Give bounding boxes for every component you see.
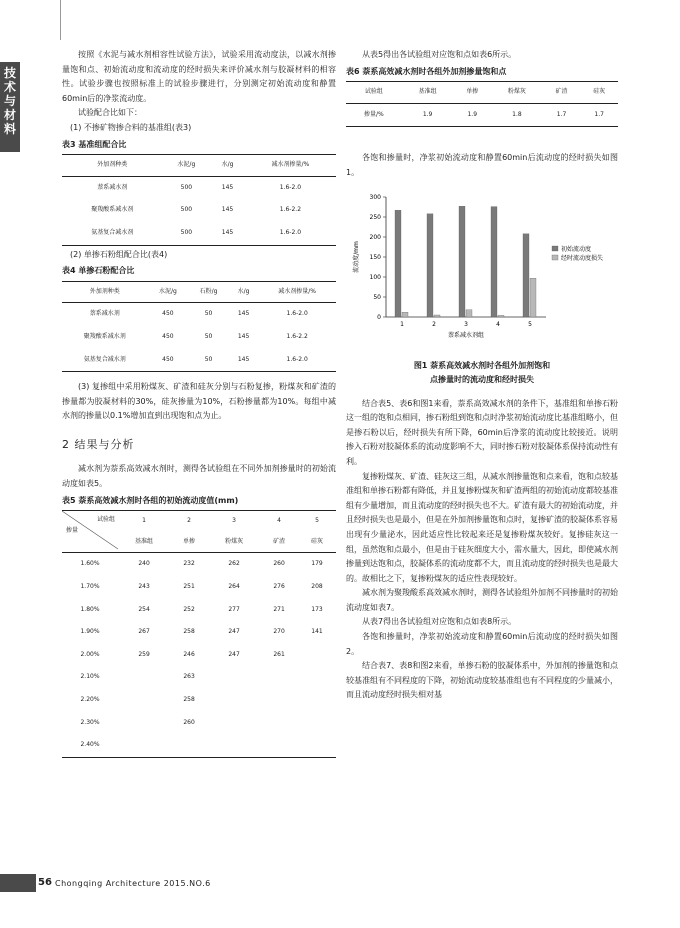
bar	[434, 315, 440, 317]
left-column	[62, 48, 336, 758]
figure-caption	[346, 359, 618, 387]
table-cell	[260, 666, 298, 689]
header-dose-label: 掺量	[66, 526, 79, 534]
legend-swatch	[552, 255, 558, 260]
table-header-cell: 试验组	[346, 82, 402, 104]
table-cell: 145	[237, 332, 250, 340]
table-cell: 450	[162, 310, 174, 318]
list-item: (1) 不掺矿物掺合料的基准组(表3)	[70, 122, 192, 132]
table-cell: 173	[311, 605, 323, 613]
table-header-cell: 粉煤灰	[491, 82, 543, 104]
table-cell: 145	[237, 310, 250, 318]
bar	[402, 312, 408, 317]
table-row	[62, 553, 336, 576]
table-caption: 表3 基准组配合比	[62, 139, 127, 149]
paragraph: 减水剂为萘系高效减水剂时，测得各试验组在不同外加剂掺量时的初始流动度如表5。	[62, 464, 336, 489]
y-tick-label: 100	[369, 273, 381, 281]
table-cell: 2.20%	[80, 696, 100, 703]
table-row	[62, 576, 336, 599]
table-header-cell: 矿渣	[543, 82, 581, 104]
x-tick-label: 3	[464, 320, 468, 328]
table-cell: 263	[183, 673, 195, 681]
figure-caption-line: 点掺量时的流动度和经时损失	[430, 374, 534, 384]
table-cell: 258	[183, 696, 195, 703]
table-cell: 145	[221, 228, 234, 236]
table-cell: 258	[183, 628, 195, 636]
table-cell: 251	[183, 583, 195, 591]
y-tick-label: 300	[369, 193, 381, 201]
list-item: (2) 单掺石粉组配合比(表4)	[70, 249, 168, 259]
table-cell: 450	[162, 355, 174, 363]
table-cell: 264	[228, 583, 240, 591]
table-cell: 271	[273, 605, 285, 613]
table-cell: 1.7	[594, 110, 604, 118]
table-cell	[260, 712, 298, 735]
table-cell: 50	[204, 332, 213, 340]
table-row	[62, 734, 336, 757]
bar	[459, 206, 465, 317]
col-name: 粉煤灰	[208, 532, 260, 553]
col-num: 2	[187, 517, 191, 525]
table-cell: 50	[204, 310, 213, 318]
table-header-cell: 减水剂掺量/%	[245, 155, 336, 177]
table-cell: 掺量/%	[364, 110, 384, 118]
table-cell: 50	[204, 355, 213, 363]
table-cell: 聚羧酸系减水剂	[91, 206, 134, 214]
col-num: 3	[232, 517, 236, 525]
bar	[466, 309, 472, 316]
table-cell: 1.6-2.2	[286, 332, 308, 340]
figure-caption-line: 图1 萘系高效减水剂时各组外加剂饱和	[413, 360, 551, 370]
section-title: 2 结果与分析	[62, 437, 135, 451]
table-cell	[260, 734, 298, 757]
table-header-cell: 水/g	[210, 155, 245, 177]
table-cell	[118, 689, 170, 712]
table-cell: 500	[180, 228, 193, 236]
bar-chart	[346, 187, 618, 357]
table-cell: 262	[228, 560, 240, 568]
table-header-cell: 水泥/g	[148, 281, 189, 303]
table-cell: 2.00%	[80, 650, 100, 658]
bar	[491, 206, 497, 316]
table-header-cell: 减水剂掺量/%	[258, 281, 336, 303]
table-caption: 表6 萘系高效减水剂时各组外加剂掺量饱和点	[346, 66, 507, 76]
y-tick-label: 250	[369, 213, 381, 221]
col-name: 硅灰	[298, 532, 336, 553]
table-cell: 254	[138, 605, 150, 613]
table-cell: 1.80%	[80, 605, 100, 613]
table-cell: 萘系减水剂	[89, 310, 120, 318]
table-cell: 247	[228, 628, 240, 636]
table-cell: 260	[183, 718, 195, 726]
legend-label: 初始流动度	[561, 245, 592, 253]
table-cell: 500	[180, 183, 193, 191]
table-diagonal-header	[62, 511, 118, 553]
table-cell	[260, 689, 298, 712]
table-cell	[208, 734, 260, 757]
table-cell	[208, 666, 260, 689]
table-header-cell: 水/g	[229, 281, 258, 303]
table-3	[62, 154, 336, 245]
table-cell: 141	[311, 628, 323, 636]
paragraph: 结合表7、表8和图2来看，单掺石粉的胶凝体系中，外加剂的掺量饱和点较基准组有不同程度的下降，初始流动度较基准组也有不同程度的少量减小，而且流动度经时损失相对基	[346, 661, 618, 700]
table-cell: 208	[311, 583, 323, 591]
table-cell: 260	[273, 560, 285, 568]
table-cell	[298, 734, 336, 757]
table-row	[62, 712, 336, 735]
y-tick-label: 0	[377, 313, 381, 321]
table-row	[62, 621, 336, 644]
paragraph: 按照《水泥与减水剂相容性试验方法》，试验采用流动度法，以减水剂掺量饱和点、初始流动度和流动度的经时损失来评价减水剂与胶凝材料的相容性。试验步骤也按照标准上的试验步骤进行，分别测定初始流动度和静置60min后的净浆流动度。	[62, 50, 336, 103]
table-row	[62, 303, 336, 326]
table-row	[62, 666, 336, 689]
table-cell: 247	[228, 650, 240, 658]
col-num: 4	[277, 517, 281, 525]
paragraph: 从表5得出各试验组对应饱和点如表6所示。	[362, 50, 517, 59]
table-row	[62, 349, 336, 372]
col-name: 矿渣	[260, 532, 298, 553]
table-6	[346, 81, 618, 127]
y-tick-label: 150	[369, 253, 381, 261]
table-cell: 1.6-2.0	[279, 228, 302, 236]
bar	[395, 210, 401, 317]
col-num: 5	[315, 517, 319, 525]
table-header-cell: 外加剂种类	[62, 281, 148, 303]
y-axis-label: 流动度/mm	[353, 240, 360, 273]
y-tick-label: 200	[369, 233, 381, 241]
legend-label: 经时流动度损失	[561, 254, 604, 262]
table-row	[62, 326, 336, 349]
table-5	[62, 510, 336, 758]
table-cell: 277	[228, 605, 240, 613]
table-cell: 1.6-2.0	[279, 183, 302, 191]
table-cell	[118, 666, 170, 689]
table-cell	[298, 666, 336, 689]
table-cell: 145	[221, 206, 234, 214]
bar	[530, 278, 536, 317]
legend-swatch	[552, 246, 558, 251]
table-cell: 276	[273, 583, 285, 591]
table-cell: 450	[162, 332, 174, 340]
table-cell: 氨基复合减水剂	[83, 355, 126, 363]
table-cell: 243	[138, 583, 150, 591]
table-header-cell: 硅灰	[580, 82, 618, 104]
table-header-cell: 外加剂种类	[62, 155, 163, 177]
table-cell: 1.9	[467, 110, 478, 118]
col-name: 基准组	[118, 532, 170, 553]
figure-1	[346, 187, 618, 357]
table-cell: 267	[138, 628, 150, 636]
table-cell: 1.7	[556, 110, 567, 118]
table-cell	[298, 689, 336, 712]
bar	[427, 213, 433, 316]
y-tick-label: 50	[373, 293, 381, 301]
bar	[498, 315, 504, 317]
paragraph: 从表7得出各试验组对应饱和点如表8所示。	[362, 617, 517, 627]
table-cell: 1.8	[512, 110, 522, 118]
table-cell: 1.60%	[80, 560, 100, 568]
x-tick-label: 2	[432, 320, 436, 328]
footer-box	[0, 874, 36, 892]
table-cell: 261	[273, 650, 285, 658]
table-row	[62, 644, 336, 667]
table-cell	[208, 712, 260, 735]
footer	[0, 874, 280, 892]
table-row	[62, 176, 336, 199]
table-header-cell: 单掺	[453, 82, 491, 104]
table-cell: 252	[183, 605, 195, 613]
table-cell: 1.9	[422, 110, 433, 118]
table-cell: 萘系减水剂	[97, 183, 128, 191]
x-tick-label: 5	[528, 320, 532, 328]
paragraph: 结合表5、表6和图1来看，萘系高效减水剂的条件下，基准组和单掺石粉这一组的饱和点相同，掺石粉组到饱和点时净浆初始流动度比基准组略小，但是掺石粉以后，经时损失有所下降，60min后净浆的流动度比较接近。说明掺入石粉对胶凝体系的流动度影响不大，同时掺石粉对胶凝体系保持流动性有利。	[346, 398, 618, 466]
paragraph: 减水剂为聚羧酸系高效减水剂时，测得各试验组外加剂不同掺量时的初始流动度如表7。	[346, 588, 618, 612]
top-rule	[60, 0, 61, 40]
table-cell: 聚羧酸系减水剂	[83, 332, 126, 340]
table-cell: 145	[221, 183, 234, 191]
table-cell	[298, 644, 336, 667]
bar	[523, 233, 529, 316]
x-axis-label: 萘系减水剂组	[447, 331, 485, 339]
table-cell: 246	[183, 650, 195, 658]
header-group-label: 试验组	[96, 516, 115, 524]
table-caption: 表5 萘系高效减水剂时各组的初始流动度值(mm)	[62, 495, 239, 505]
table-cell	[118, 734, 170, 757]
x-tick-label: 1	[400, 320, 404, 328]
table-row	[62, 689, 336, 712]
table-cell	[208, 689, 260, 712]
table-cell: 氨基复合减水剂	[91, 228, 134, 236]
table-row	[62, 222, 336, 245]
table-cell	[170, 734, 208, 757]
table-row	[62, 199, 336, 222]
x-tick-label: 4	[496, 320, 500, 328]
table-cell: 1.6-2.2	[279, 206, 302, 214]
table-header-cell: 石粉/g	[188, 281, 229, 303]
table-cell: 232	[183, 560, 195, 568]
table-cell: 259	[138, 650, 150, 658]
table-cell: 1.90%	[80, 628, 100, 636]
table-cell: 2.10%	[80, 673, 100, 681]
table-cell: 179	[311, 560, 323, 568]
table-cell: 1.70%	[80, 583, 100, 591]
right-column	[346, 48, 618, 703]
table-header-cell: 基准组	[402, 82, 454, 104]
paragraph: (3) 复掺组中采用粉煤灰、矿渣和硅灰分别与石粉复掺，粉煤灰和矿渣的掺量都为胶凝材料的30%，硅灰掺量为10%，石粉掺量都为10%。每组中减水剂的掺量以0.1%增加直到出现饱和点为止。	[62, 382, 336, 421]
table-cell	[298, 712, 336, 735]
col-num: 1	[142, 517, 146, 525]
table-cell: 500	[180, 206, 193, 214]
table-4	[62, 281, 336, 372]
table-header-cell: 水泥/g	[163, 155, 211, 177]
table-cell: 2.30%	[80, 718, 100, 726]
paragraph: 复掺粉煤灰、矿渣、硅灰这三组，从减水剂掺量饱和点来看，饱和点较基准组和单掺石粉都有降低，并且复掺粉煤灰和矿渣两组的初始流动度都较基准组有少量增加，而且流动度的经时损失也不大。矿渣有最大的初始流动度，并且经时损失也是最小，但是在外加剂掺量饱和点时，复掺矿渣的胶凝体系容易出现有少量泌水，因此适应性比较起来还是复掺粉煤灰较好。复掺硅灰这一组，虽然饱和点最小，但是由于硅灰细度大小，需水量大，因此，即使减水剂掺量到达饱和点，胶凝体系的流动度都不大，而且流动度的经时损失也是最大的。故相比之下，复掺粉煤灰的适应性表现较好。	[346, 471, 618, 583]
paragraph: 试验配合比如下：	[78, 108, 142, 118]
table-cell: 2.40%	[80, 741, 100, 749]
table-cell: 145	[237, 355, 250, 363]
table-cell: 1.6-2.0	[286, 355, 308, 363]
table-cell: 1.6-2.0	[286, 310, 308, 318]
paragraph: 各饱和掺量时，净浆初始流动度和静置60min后流动度的经时损失如图1。	[346, 153, 618, 177]
table-caption: 表4 单掺石粉配合比	[62, 266, 135, 276]
journal-name: Chongqing Architecture 2015.NO.6	[55, 879, 211, 888]
page-number: 56	[38, 877, 52, 888]
paragraph: 各饱和掺量时，净浆初始流动度和静置60min后流动度的经时损失如图2。	[346, 632, 618, 656]
side-label: 技术与材料	[3, 66, 16, 136]
table-cell: 270	[273, 628, 285, 636]
table-cell: 240	[138, 560, 150, 568]
table-cell	[118, 712, 170, 735]
col-name: 单掺	[170, 532, 208, 553]
table-row	[62, 599, 336, 622]
